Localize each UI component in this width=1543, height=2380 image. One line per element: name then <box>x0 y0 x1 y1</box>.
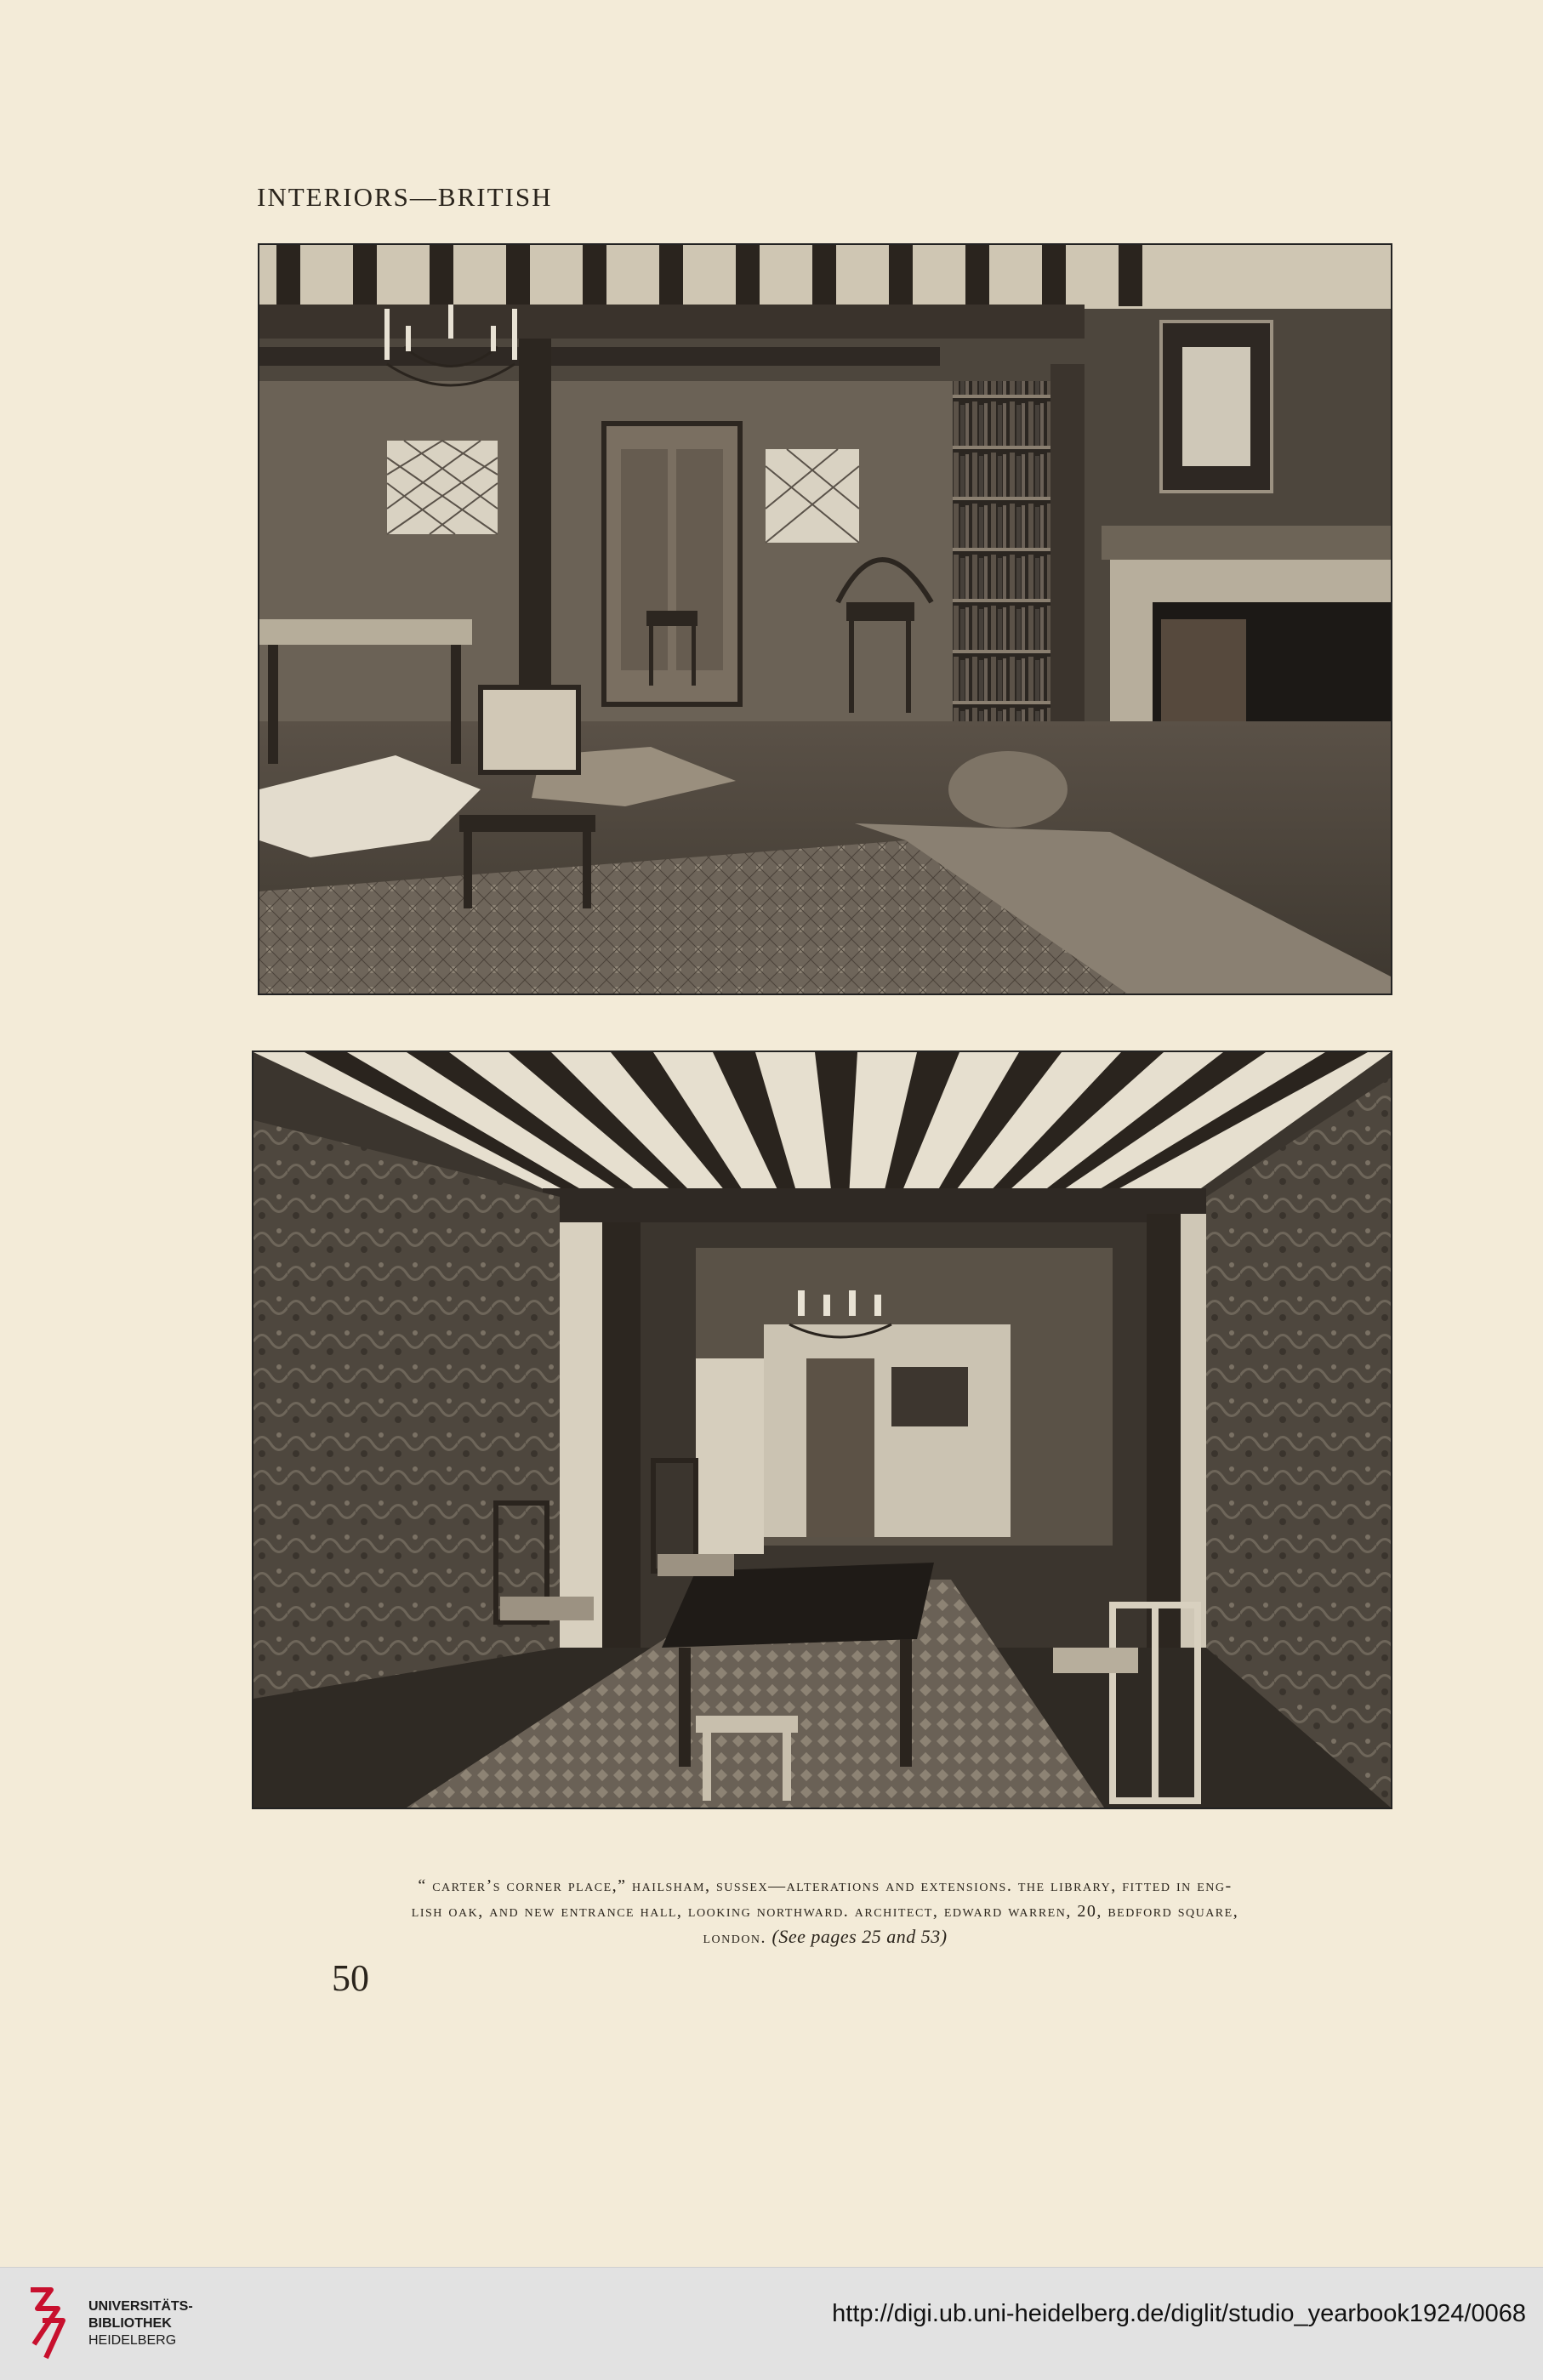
caption-city: london. <box>703 1928 767 1947</box>
running-head: INTERIORS—BRITISH <box>257 182 553 212</box>
institution-line-3: HEIDELBERG <box>88 2333 177 2348</box>
digital-library-footer <box>0 2267 1543 2380</box>
caption-line-1: “ carter’s corner place,” hailsham, sussex—alterations and extensions. the library, fitted in eng- <box>418 1876 1233 1895</box>
entrance-hall-photograph <box>252 1051 1392 1809</box>
caption-line-2: lish oak, and new entrance hall, looking northward. architect, edward warren, 20, bedford square, <box>411 1902 1239 1921</box>
library-logo-icon <box>26 2283 73 2365</box>
library-photograph <box>258 243 1392 995</box>
caption-page-reference: (See pages 25 and 53) <box>772 1926 948 1947</box>
institution-line-1: UNIVERSITÄTS- <box>88 2299 193 2314</box>
caption-line-3 <box>255 1924 1395 1950</box>
permalink-url[interactable]: http://digi.ub.uni-heidelberg.de/diglit/studio_yearbook1924/0068 <box>832 2300 1526 2327</box>
photo-caption <box>255 1873 1395 1950</box>
institution-line-2: BIBLIOTHEK <box>88 2316 172 2331</box>
page-number: 50 <box>332 1957 369 1999</box>
institution-name <box>88 2298 193 2349</box>
